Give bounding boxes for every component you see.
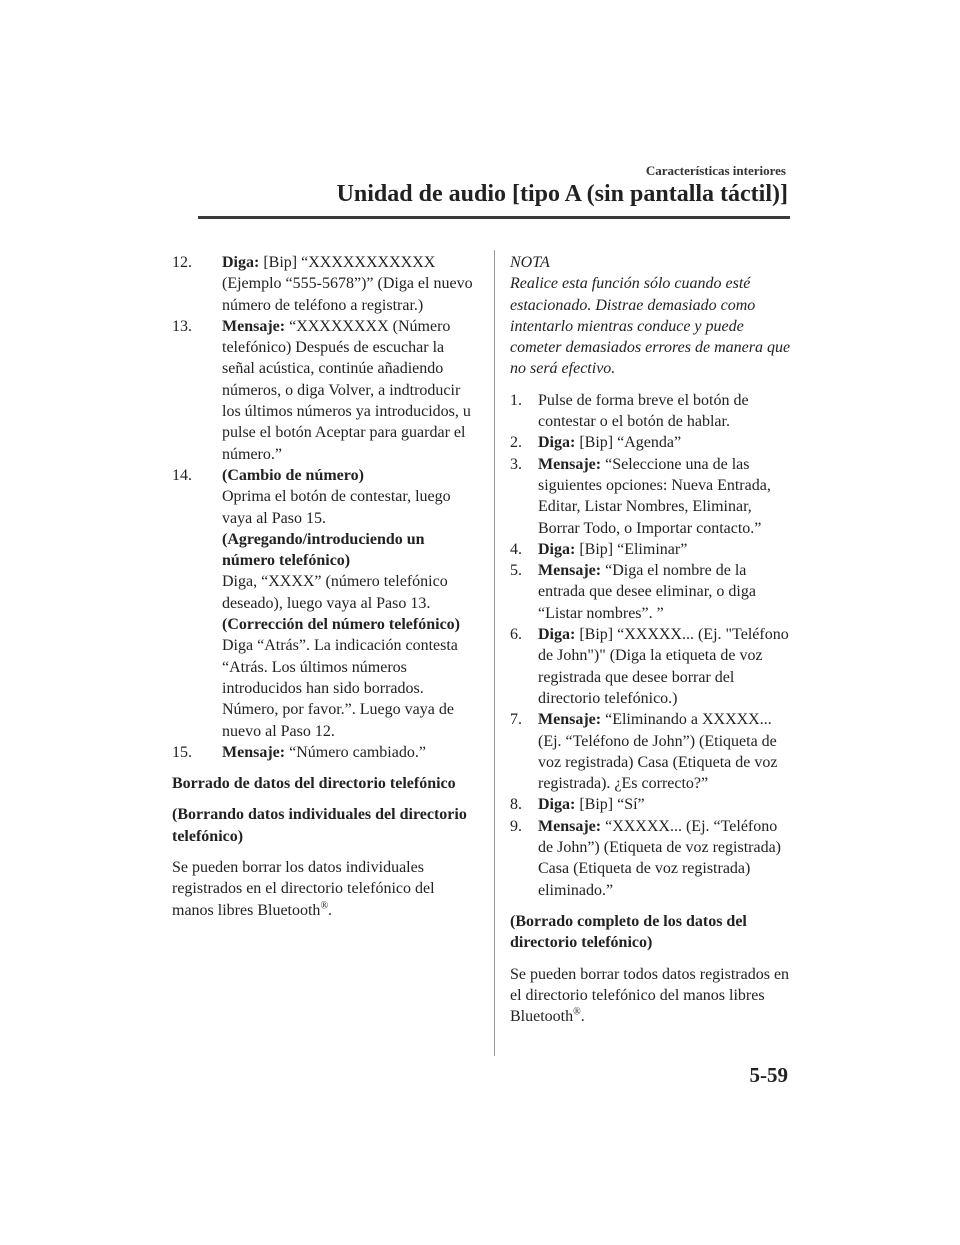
step-text: [Bip] “XXXXX... (Ej. "Teléfono de John")" (Diga la etiqueta de voz registrada que desee borrar del directorio telefónico.) [538, 626, 789, 707]
step-9 [510, 816, 792, 901]
step-number: 12. [172, 254, 192, 271]
step-keyword: Diga: [538, 434, 576, 452]
step-keyword: Diga: [538, 540, 576, 558]
step-number: 15. [172, 743, 192, 761]
step-13 [172, 316, 477, 465]
page-number: 5-59 [749, 1063, 788, 1087]
step-keyword: Mensaje: [222, 743, 286, 761]
step-number: 6. [510, 626, 522, 644]
step-6 [510, 624, 792, 709]
heading-completo: (Borrado completo de los datos del directorio telefónico) [510, 912, 747, 952]
step-keyword: Diga: [222, 254, 260, 271]
page-title: Unidad de audio [tipo A (sin pantalla táctil)] [336, 181, 788, 207]
paragraph-completo: Se pueden borrar todos datos registrados en el directorio telefónico del manos libres Bluetooth®. [510, 965, 790, 1026]
step-text: Oprima el botón de contestar, luego vaya al Paso 15. [222, 488, 451, 527]
step-text: “Seleccione una de las siguientes opciones: Nueva Entrada, Editar, Listar Nombres, Eliminar, Borrar Todo, o Importar contacto.” [538, 455, 771, 537]
step-5 [510, 560, 792, 624]
step-text: [Bip] “Eliminar” [575, 540, 688, 558]
step-2 [510, 432, 792, 453]
step-number: 4. [510, 540, 522, 558]
step-keyword: Mensaje: [538, 455, 602, 473]
step-text: [Bip] “Sí” [575, 796, 645, 814]
step-4 [510, 539, 792, 560]
note-body: Realice esta función sólo cuando esté estacionado. Distrae demasiado como intentarlo mientras conduce y puede cometer demasiados errores de manera que no será efectivo. [510, 275, 791, 378]
left-column [172, 252, 477, 921]
step-number: 9. [510, 817, 522, 835]
step-14 [172, 465, 477, 742]
step-keyword: Mensaje: [538, 711, 602, 729]
step-text: Diga, “XXXX” (número telefónico deseado), luego vaya al Paso 13. [222, 573, 448, 612]
step-text: “Número cambiado.” [285, 743, 426, 761]
heading-individual: (Borrando datos individuales del directorio telefónico) [172, 806, 467, 845]
heading-borrado: Borrado de datos del directorio telefónico [172, 775, 456, 793]
step-keyword: Mensaje: [538, 562, 602, 580]
step-keyword: Mensaje: [538, 817, 602, 835]
column-divider [494, 250, 495, 1056]
step-keyword: Diga: [538, 796, 576, 814]
right-column [510, 252, 792, 1027]
header-rule [198, 216, 790, 219]
step-keyword: Diga: [538, 626, 576, 644]
subheading-correccion: (Corrección del número telefónico) [222, 616, 461, 634]
step-text: [Bip] “Agenda” [575, 434, 682, 452]
step-text: “Eliminando a XXXXX... (Ej. “Teléfono de John”) (Etiqueta de voz registrada) Casa (Etiqueta de voz registrada). ¿Es correcto?” [538, 711, 778, 793]
step-text: “Diga el nombre de la entrada que desee eliminar, o diga “Listar nombres”. ” [538, 562, 756, 622]
step-text: [Bip] “XXXXXXXXXXX (Ejemplo “555-5678”)” (Diga el nuevo número de teléfono a registrar.) [222, 254, 473, 314]
step-text: “XXXXX... (Ej. “Teléfono de John”) (Etiqueta de voz registrada) Casa (Etiqueta de voz registrada) eliminado.” [538, 817, 782, 899]
step-number: 3. [510, 455, 522, 473]
step-text: Pulse de forma breve el botón de contestar o el botón de hablar. [538, 391, 749, 431]
step-number: 13. [172, 317, 192, 335]
step-1 [510, 390, 792, 433]
step-8 [510, 794, 792, 815]
step-15 [172, 742, 477, 763]
step-number: 7. [510, 711, 522, 729]
subheading-cambio: (Cambio de número) [222, 466, 364, 484]
step-number: 5. [510, 562, 522, 580]
note-title: NOTA [510, 254, 550, 271]
step-12 [172, 252, 477, 316]
step-text: “XXXXXXXX (Número telefónico) Después de escuchar la señal acústica, continúe añadiendo números, o diga Volver, a indtroducir los últimos números ya introducidos, u pulse el botón Aceptar para guardar el número.” [222, 317, 471, 463]
section-label: Características interiores [645, 163, 786, 178]
step-number: 14. [172, 466, 192, 484]
step-7 [510, 709, 792, 794]
step-number: 1. [510, 391, 522, 409]
subheading-agregando: (Agregando/introduciendo un número telefónico) [222, 530, 425, 570]
step-text: Diga “Atrás”. La indicación contesta “Atrás. Los últimos números introducidos han sido borrados. Número, por favor.”. Luego vaya de nuevo al Paso 12. [222, 637, 458, 740]
step-keyword: Mensaje: [222, 317, 286, 335]
step-number: 8. [510, 796, 522, 814]
step-number: 2. [510, 434, 522, 452]
paragraph-individual: Se pueden borrar los datos individuales registrados en el directorio telefónico del manos libres Bluetooth®. [172, 859, 435, 919]
step-3 [510, 454, 792, 539]
